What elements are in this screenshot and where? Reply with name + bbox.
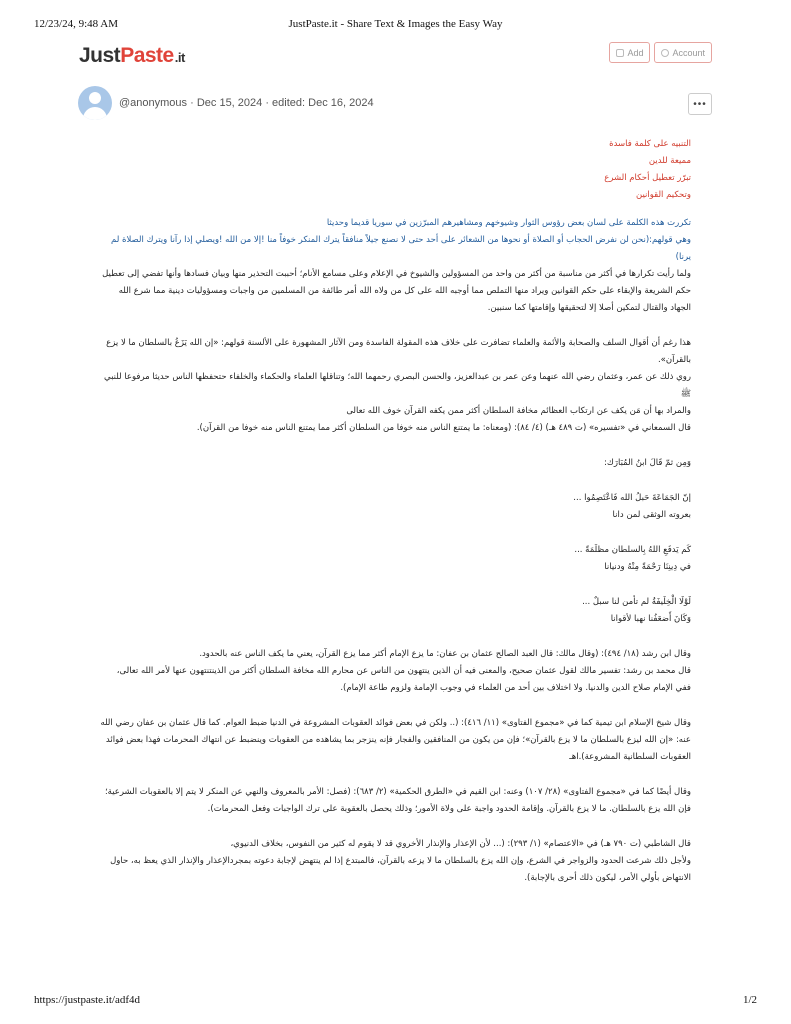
poem (100, 490, 691, 628)
paragraph-line: روي ذلك عن عمر، وعثمان رضي الله عنهما وعن عمر بن عبدالعزيز، والحسن البصري رحمهما الله؛ وتناقلها العلماء والحكماء والخلفاء حتحفظها الناس حديثا مرفوعا للنبي ﷺ (104, 372, 691, 399)
print-footer (34, 994, 757, 1008)
justpaste-logo[interactable] (79, 44, 185, 68)
avatar (78, 86, 112, 120)
add-button[interactable] (609, 42, 650, 63)
print-page-title: JustPaste.it - Share Text & Images the Easy Way (288, 18, 503, 30)
print-page-number: 1/2 (742, 994, 757, 1006)
poem-line: وَكَانَ أَضعَفُنا نهبا لأقوانا (610, 614, 691, 624)
logo-paste: Paste (120, 44, 174, 67)
print-datetime: 12/23/24, 9:48 AM (34, 18, 119, 30)
logo-tld: .it (174, 50, 185, 65)
poem-intro: وَمِن ثمّ قَالَ ابنُ المُبَارَك: (604, 458, 691, 468)
paragraph-line: والمراد بها أن مَن يكف عن ارتكاب العظائم مخافة السلطان أكثر ممن يكفه القرآن خوف الله تعالى (346, 406, 691, 416)
poem-line: لَوْلَا الْخِلَيفَةُ لم تأمن لنا سبلٌ ... (582, 597, 691, 607)
intro-line: وهي قولهم:(نحن لن نفرض الحجاب أو الصلاة أو نحوها من الشعائر على أحد حتى لا نصنع جيلاً منافقاً يترك المنكر خوفاً منا !إلا من الله !ويصلي إذا رآنا ويترك الصلاة لم يرنا) (111, 235, 691, 262)
poem-line: في دِينِنَا رَحْمَةً مِنْهُ ودنيانا (604, 562, 691, 572)
intro-block (100, 215, 691, 266)
paragraph: وقال شيخ الإسلام ابن تيمية كما في «مجموع الفتاوى» (١١/ ٤١٦): (.. ولكن في بعض فوائد العقوبات المشروعة في الدنيا ضبط العوام. كما قال عثمان بن عفان رضي الله عنه: «إن الله ليزع بالسلطان ما لا يزع بالقرآن»؛ فإن من يكون من المنافقين والفجار فإنه ينزجر بما يشاهده من العقوبات وينضبط عن انتهاك المحرمات فهذا بعض فوائد العقوبات السلطانية المشروعة).اهـ (100, 718, 691, 762)
top-toolbar (609, 42, 712, 63)
title-line: مميعة للدين (648, 156, 691, 166)
add-icon (616, 49, 624, 57)
post-edited: edited: Dec 16, 2024 (272, 97, 374, 109)
post-meta: @anonymous · Dec 15, 2024 · edited: Dec 16, 2024 (119, 97, 374, 109)
user-icon (661, 49, 669, 57)
paragraph-block (100, 646, 691, 697)
title-line: تبرّر تعطيل أحكام الشرع (604, 173, 691, 183)
post-date: Dec 15, 2024 (196, 97, 263, 109)
paragraph: وقال أيضًا كما في «مجموع الفتاوى» (٢٨/ ١٠٧) وعنه: ابن القيم في «الطرق الحكمية» (٢/ ٦٨٣): (فصل: الأمر بالمعروف والنهي عن المنكر لا يتم إلا بالعقوبات الشرعية؛ فإن الله يزع بالسلطان. ما لا يزع بالقرآن. وإقامة الحدود واجبة على ولاة الأمور؛ وذلك يحصل بالعقوبة على ترك الواجبات وفعل المحرمات). (104, 787, 691, 814)
intro-line: تكررت هذه الكلمة على لسان بعض رؤوس الثوار وشيوخهم ومشاهيرهم المبرّزين في سوريا قديما وحديثا (326, 218, 691, 228)
paragraph-block (100, 836, 691, 887)
paragraph-line: قال السمعاني في «تفسيره» (ت ٤٨٩ هـ) (٤/ ٨٤): (ومعناه: ما يمتنع الناس منه خوفا من السلطان أكثر مما يمتنع الناس منه خوفا من القرآن). (196, 423, 691, 433)
poem-line: إنّ الجَمَاعَةَ حَبلُ الله فَاعْتَصِمُوا ... (573, 493, 691, 503)
paragraph-block (100, 335, 691, 437)
post-content (100, 136, 691, 887)
account-label: Account (672, 47, 705, 58)
logo-just: Just (79, 44, 121, 67)
account-button[interactable] (654, 42, 712, 63)
post-author-row (78, 86, 374, 120)
poem-line: بعروته الوثقى لمن دانا (612, 510, 691, 520)
author-name[interactable]: @anonymous (119, 97, 188, 109)
paragraph-line: قال محمد بن رشد: تفسير مالك لقول عثمان صحيح، والمعنى فيه أن الذين ينتهون من الناس عن محارم الله مخافة السلطان أكثر من الذينتنتهون عنها لأمر الله تعالى، ففي الإمام صلاح الدين والدنيا. ولا اختلاف بين أحد من العلماء في وجوب الإمامة ولزوم طاعة الإمام). (116, 666, 691, 693)
poem-line: كَم يَدفَعِ اللهُ بِالسلطان مظلَمَةً ... (574, 545, 691, 555)
paragraph-line: ولأجل ذلك شرعت الحدود والزواجر في الشرع، وإن الله يزع بالسلطان ما لا يزعه بالقرآن، فالمبتدع إذا لم ينتهض لإجابة دعوته بمجردالإعذار والإنذار الذي يعظ به، حاول الانتهاض بأولي الأمر، ليكون ذلك أحرى بالإجابة). (110, 856, 691, 883)
paragraph-line: قال الشاطبي (ت ٧٩٠ هـ) في «الاعتصام» (١/ ٢٩٣): (... لأن الإعذار والإنذار الأخروي قد لا يقوم له كثير من النفوس، بخلاف الدنيوي، (230, 839, 691, 849)
post-title (100, 136, 691, 204)
more-options-button[interactable]: ••• (688, 93, 712, 115)
paragraph-line: هذا رغم أن أقوال السلف والصحابة والأئمة والعلماء تضافرت على خلاف هذه المقولة الفاسدة ومن الآثار المشهورة على الألسنة قولهم: «إن الله يَزَعُ بالسلطان ما لا يزع بالقرآن». (106, 338, 691, 365)
print-header (34, 18, 757, 32)
paragraph: ولما رأيت تكرارها في أكثر من مناسبة من أكثر من واحد من المسؤولين والشيوخ في الإعلام وعلى مسامع الأنام؛ أحببت التحذير منها وبيان فسادها وأنها تفضي إلى تعطيل حكم الشريعة والإبقاء على حكم القوانين ويراد منها التملص مما أوجبه الله على كل من ولاه الله أمر طائفة من المسلمين من واجبات ومسؤوليات دينية مما شرع الله الجهاد والقتال لتمكين أصلا إلا لتحقيقها وإقامتها كما سنبين. (102, 269, 691, 313)
paragraph-line: وقال ابن رشد (١٨/ ٤٩٤): (وقال مالك: قال العبد الصالح عثمان بن عفان: ما يزع الإمام أكثر مما يزع القرآن، يعني ما يكف الناس عنه بالحدود. (199, 649, 691, 659)
print-url[interactable]: https://justpaste.it/adf4d (34, 994, 141, 1006)
title-line: وتحكيم القوانين (636, 190, 691, 200)
add-label: Add (627, 47, 644, 58)
title-line: التنبيه على كلمة فاسدة (609, 139, 691, 149)
